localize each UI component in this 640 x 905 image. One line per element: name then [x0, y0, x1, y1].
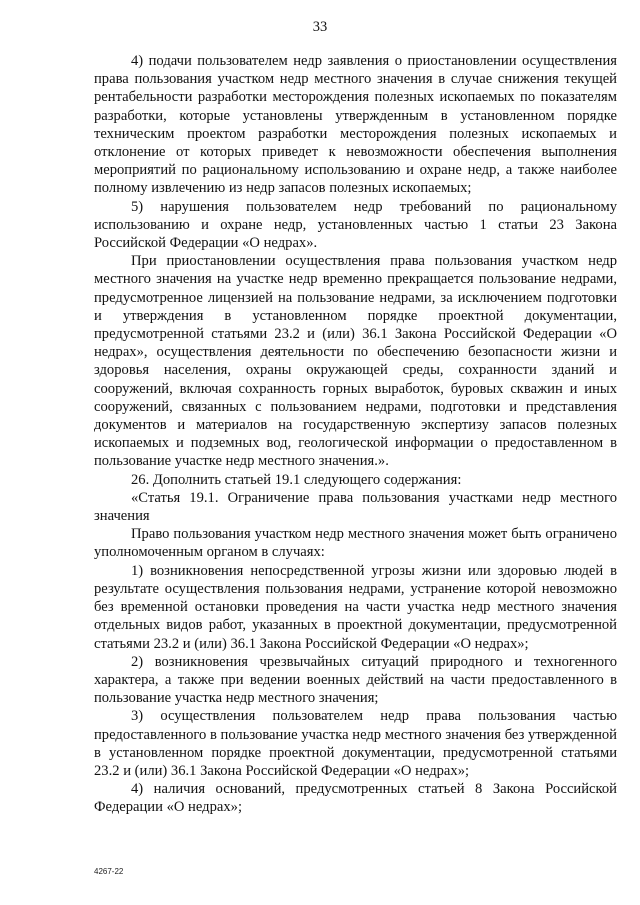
paragraph-item-4-application: 4) подачи пользователем недр заявления о приостановлении осуществления права пользования участком недр местного значения в случае снижения текущей рентабельности разработки месторождения полезных ископаемых по показателям разработки, которые установлены утвержденным в установленном порядке техническим проектом разработки месторождения полезных ископаемых и отклонение от которых приведет к невозможности обеспечения выполнения мероприятий по рациональному использованию и охране недр, а также наиболее полному извлечению из недр запасов полезных ископаемых; — [94, 53, 617, 197]
paragraph-case-1: 1) возникновения непосредственной угрозы жизни или здоровью людей в результате осуществления пользования недрами, устранение которой невозможно без временной остановки проведения на части участка недр местного значения отдельных видов работ, указанных в проектной документации, предусмотренной статьями 23.2 и (или) 36.1 Закона Российской Федерации «О недрах»; — [94, 562, 617, 652]
paragraph-case-3: 3) осуществления пользователем недр права пользования частью предоставленного в пользование участка недр местного значения без утвержденной в установленном порядке проектной документации, предусмотренной статьями 23.2 и (или) 36.1 Закона Российской Федерации «О недрах»; — [94, 708, 617, 779]
document-body — [94, 52, 617, 817]
paragraph-amendment-26: 26. Дополнить статьей 19.1 следующего содержания: — [131, 471, 462, 488]
paragraph-case-4: 4) наличия оснований, предусмотренных статьей 8 Закона Российской Федерации «О недрах»; — [94, 781, 617, 816]
paragraph-suspension-effects: При приостановлении осуществления права пользования участком недр местного значения на участке недр временно прекращается пользование недрами, предусмотренное лицензией на пользование недрами, за исключением подготовки и утверждения в установленном порядке проектной документации, предусмотренной статьями 23.2 и (или) 36.1 Закона Российской Федерации «О недрах», осуществления деятельности по обеспечению безопасности жизни и здоровья населения, охраны окружающей среды, сохранности зданий и сооружений, включая сохранность горных выработок, буровых скважин и иных сооружений, связанных с пользованием недрами, подготовки и представления документов и материалов на государственную экспертизу запасов полезных ископаемых и подземных вод, геологической информации о предоставленном в пользование участке недр местного значения.». — [94, 253, 617, 470]
document-code: 4267-22 — [94, 867, 124, 876]
paragraph-restriction-intro: Право пользования участком недр местного значения может быть ограничено уполномоченным органом в случаях: — [94, 526, 617, 561]
page-number: 33 — [312, 19, 328, 35]
paragraph-case-2: 2) возникновения чрезвычайных ситуаций природного и техногенного характера, а также при ведении военных действий на части предоставленного в пользование участка недр местного значения; — [94, 653, 617, 707]
article-heading: «Статья 19.1. Ограничение права пользования участками недр местного значения — [94, 489, 617, 525]
paragraph-item-5-violation: 5) нарушения пользователем недр требований по рациональному использованию и охране недр, установленных частью 1 статьи 23 Закона Российской Федерации «О недрах». — [94, 198, 617, 252]
